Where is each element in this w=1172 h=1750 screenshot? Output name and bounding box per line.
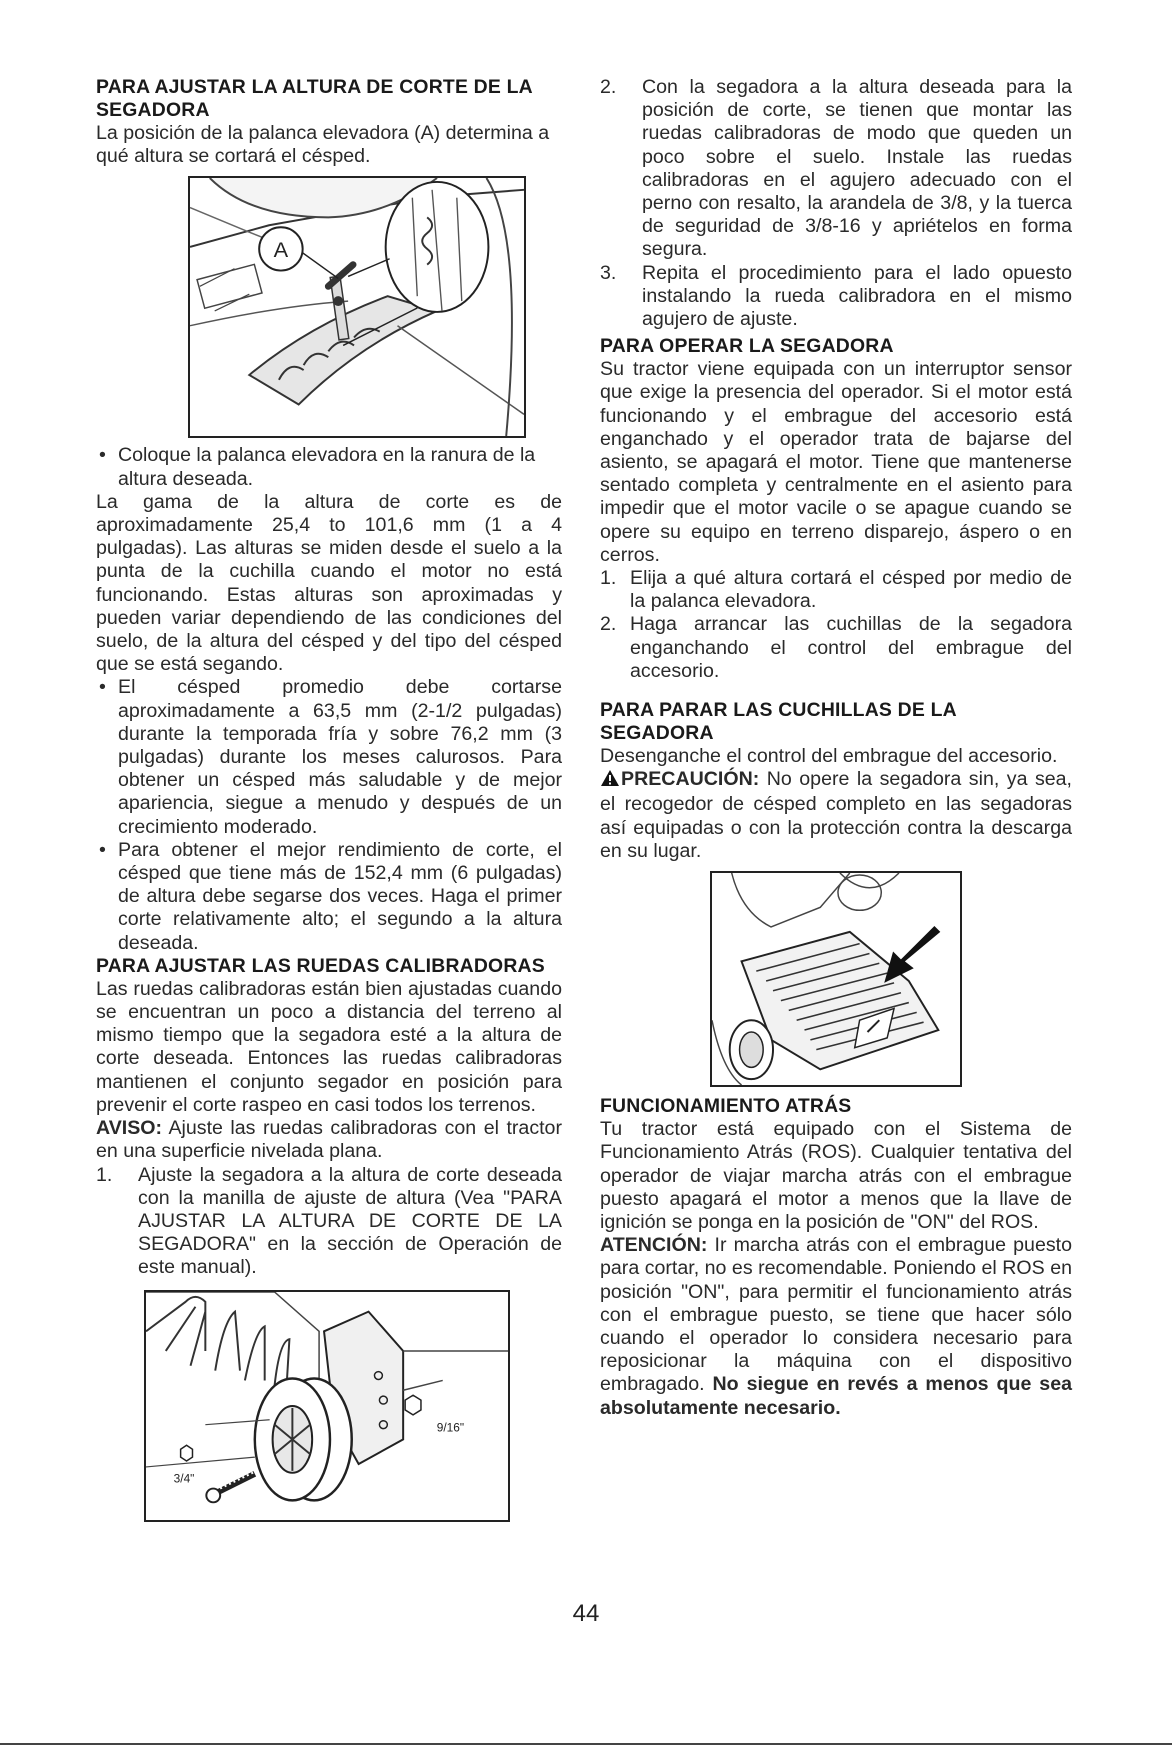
bottom-divider [0, 1743, 1172, 1745]
attention-text: Ir marcha atrás con el embrague puesto para cortar, no es recomendable. Poniendo el ROS en posición "ON", para permitir el funcionamiento atrás con el embrague puesto, se tiene que hacer sólo cuando el operador lo considera necesario para reposicionar la máquina con el dispositivo embragado. [600, 1234, 1072, 1396]
bullet-place-lever: • Coloque la palanca elevadora en la ranura de la altura deseada. [96, 444, 562, 490]
operate-step-2-text: Haga arrancar las cuchillas de la segadora enganchando el control del embrague del accesorio. [630, 613, 1072, 682]
step-3-text: Repita el procedimiento para el lado opuesto instalando la rueda calibradora en el mismo agujero de ajuste. [642, 261, 1072, 331]
heading-stop-blades: PARA PARAR LAS CUCHILLAS DE LA SEGADORA [600, 699, 957, 745]
operate-step-2 [600, 613, 1072, 683]
figure-lift-lever [188, 176, 526, 438]
step-1-text: Ajuste la segadora a la altura de corte deseada con la manilla de ajuste de altura (Vea "PARA AJUSTAR LA ALTURA DE CORTE DE LA SEGADORA" en la sección de Operación de este manual). [138, 1163, 562, 1279]
heading-cutting-height: PARA AJUSTAR LA ALTURA DE CORTE DE LA SEGADORA [96, 76, 533, 121]
attention-paragraph [600, 1234, 1072, 1420]
paragraph-disengage: Desenganche el control del embrague del accesorio. [600, 745, 1058, 768]
bullet-average-lawn: • El césped promedio debe cortarse aproximadamente a 63,5 mm (2-1/2 pulgadas) durante la temporada fría y sobre 76,2 mm (3 pulgadas) durante los meses calurosos. Para obtener un césped más saludable y de mejor apariencia, siegue a menudo y después de un crecimiento moderado. [96, 676, 562, 838]
step-2-text: Con la segadora a la altura deseada para la posición de corte, se tienen que montar las ruedas calibradoras de modo que queden un poco sobre el suelo. Instale las ruedas calibradoras en el agujero adecuado con el perno con resalto, la arandela de 3/8, y la tuerca de seguridad de 3/8-16 y apriételos en forma segura. [642, 76, 1072, 261]
size-label-9-16: 9/16" [436, 1420, 465, 1435]
heading-gauge-wheels: PARA AJUSTAR LAS RUEDAS CALIBRADORAS [96, 954, 545, 977]
paragraph-operator-presence: Su tractor viene equipada con un interruptor sensor que exige la presencia del operador. Si el motor está funcionando y el embrague del accesorio está enganchado y el operador trata de bajarse del asiento, se apagará el motor. Tiene que mantenerse sentado completa y centralmente en el asiento para impedir que el motor vacile o se apague cuando se opere su equipo en terreno disparejo, áspero o en cerros. [600, 358, 1072, 566]
page-number: 44 [572, 1600, 600, 1627]
operate-step-1-text: Elija a qué altura cortará el césped por medio de la palanca elevadora. [630, 567, 1072, 613]
right-column [600, 76, 1072, 1420]
caution-label: PRECAUCIÓN: [621, 768, 760, 791]
paragraph-reverse-system: Tu tractor está equipado con el Sistema de Funcionamiento Atrás (ROS). Cualquier tentativa del operador de viajar marcha atrás con el embrague puesto apagará el motor a menos que la llave de ignición se ponga en la posición de "ON" del ROS. [600, 1118, 1072, 1233]
step-2 [600, 76, 1072, 262]
figure-gauge-wheel [144, 1290, 510, 1522]
step-3 [600, 262, 1072, 332]
warning-triangle-icon [600, 769, 620, 793]
step-2-number: 2. [600, 76, 617, 98]
attention-label: ATENCIÓN: [600, 1234, 708, 1257]
step-1-number: 1. [96, 1163, 113, 1186]
step-1 [96, 1164, 562, 1280]
paragraph-lift-lever-intro: La posición de la palanca elevadora (A) determina a qué altura se cortará el césped. [96, 122, 550, 168]
operate-step-1-number: 1. [600, 567, 617, 590]
gauge-wheel-illustration [146, 1292, 508, 1520]
step-3-number: 3. [600, 261, 617, 284]
discharge-chute-illustration [712, 873, 960, 1085]
notice-paragraph [96, 1117, 562, 1163]
lift-lever-illustration [190, 178, 524, 436]
notice-text: Ajuste las ruedas calibradoras con el tractor en una superficie nivelada plana. [96, 1117, 562, 1163]
heading-reverse-operation: FUNCIONAMIENTO ATRÁS [600, 1095, 852, 1118]
paragraph-gauge-wheels: Las ruedas calibradoras están bien ajustadas cuando se encuentran un poco a distancia del terreno al mismo tiempo que la segadora esté a la altura de corte deseada. Entonces las ruedas calibradoras mantienen el conjunto segador en posición para prevenir el corte raspeo en casi todos los terrenos. [96, 977, 562, 1116]
figure-discharge-chute [710, 871, 962, 1087]
notice-label: AVISO: [96, 1117, 163, 1140]
callout-a-label: A [273, 237, 289, 263]
bullet-best-performance: • Para obtener el mejor rendimiento de corte, el césped que tiene más de 152,4 mm (6 pulgadas) de altura debe segarse dos veces. Haga el primer corte relativamente alto; el segundo a la altura deseada. [96, 839, 562, 955]
operate-step-1 [600, 567, 1072, 613]
paragraph-cutting-range: La gama de la altura de corte es de aproximadamente 25,4 to 101,6 mm (1 a 4 pulgadas). Las alturas se miden desde el suelo a la punta de la cuchilla cuando el motor no está funcionando. Estas alturas son aproximadas y pueden variar dependiendo de las condiciones del suelo, de la altura del césped y del tipo del césped que se está segando. [96, 490, 562, 676]
caution-text: No opere la segadora sin, ya sea, el recogedor de césped completo en las segadoras así equipadas o con la protección contra la descarga en su lugar. [600, 768, 1073, 862]
operate-step-2-number: 2. [600, 613, 617, 636]
heading-operate-mower: PARA OPERAR LA SEGADORA [600, 335, 894, 358]
left-column [96, 76, 562, 1522]
attention-bold-text: No siegue en revés a menos que sea absolutamente necesario. [600, 1373, 1072, 1419]
size-label-3-4: 3/4" [173, 1471, 195, 1486]
pointer-arrow-icon [884, 926, 940, 983]
caution-paragraph [600, 768, 1072, 863]
